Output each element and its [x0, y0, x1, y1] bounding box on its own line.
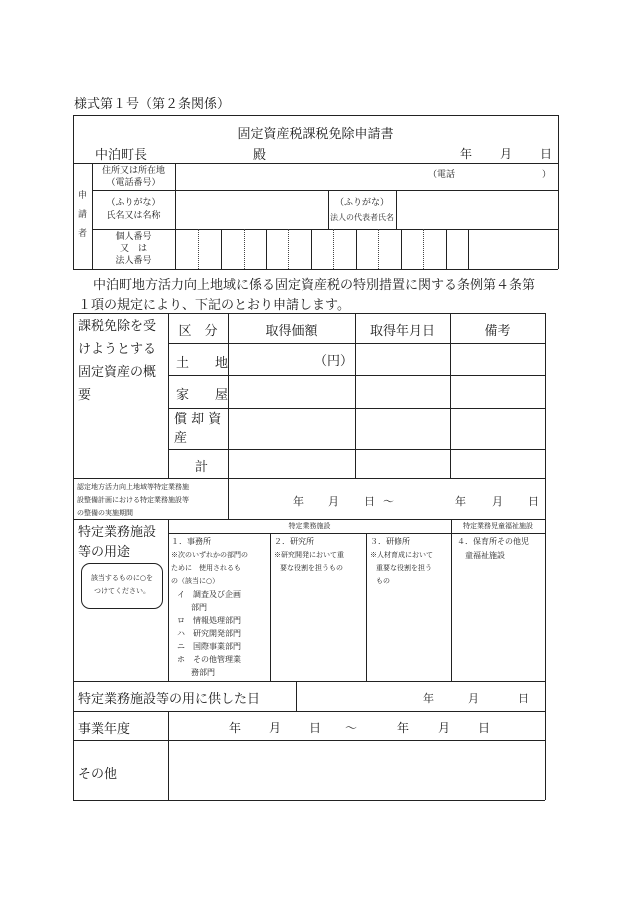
- plan-start-month: 月: [328, 495, 339, 508]
- office-sub-ho[interactable]: ホ その他管理業: [177, 655, 241, 664]
- service-year: 年: [423, 692, 434, 705]
- option-research-lab[interactable]: ２．研究所 ※研究開発において重 要な役割を担うもの: [274, 537, 344, 572]
- addressee: 中泊町長: [95, 148, 148, 163]
- header-category: 区 分: [178, 324, 218, 339]
- date-day: 日: [540, 147, 553, 161]
- assets-section-label: 課税免除を受 けようとする 固定資産の概 要: [78, 319, 157, 403]
- depreciable-remarks-field[interactable]: [451, 409, 544, 448]
- depreciable-price-field[interactable]: [229, 409, 354, 448]
- fy-end-year: 年: [397, 721, 410, 735]
- land-price-field[interactable]: [229, 344, 354, 374]
- group-header-childcare: 特定業務児童福祉施設: [463, 522, 533, 530]
- business-year-field[interactable]: [169, 712, 544, 739]
- representative-field[interactable]: [398, 191, 556, 228]
- header-remarks: 備考: [484, 324, 511, 339]
- fy-start-month: 月: [269, 721, 282, 735]
- option-office[interactable]: １．事務所 ※次のいずれかの部門の ために 使用されるも の（該当に○） イ 調査及び企画 部門 ロ 情報処理部門 ハ 研究開発部門 ニ 国際事業部門 ホ その他管理業 務部門: [171, 535, 269, 679]
- other-field[interactable]: [169, 741, 544, 799]
- service-month: 月: [468, 692, 479, 705]
- office-sub-ro[interactable]: ロ 情報処理部門: [177, 616, 241, 625]
- depreciable-date-field[interactable]: [356, 409, 449, 448]
- plan-end-day: 日: [528, 495, 539, 508]
- plan-period-label: 認定地方活力向上地域等特定業務施 設整備計画における特定業務施設等 の整備の実施期間: [77, 483, 189, 517]
- name-field[interactable]: [178, 191, 326, 228]
- total-remarks-field[interactable]: [451, 450, 544, 477]
- statement-line-2: １項の規定により、下記のとおり申請します。: [78, 298, 350, 313]
- plan-tilde: ～: [383, 495, 394, 508]
- total-date-field[interactable]: [356, 450, 449, 477]
- option-training-center[interactable]: ３．研修所 ※人材育成において 重要な役割を担う もの: [370, 537, 433, 585]
- office-sub-ha[interactable]: ハ 研究開発部門: [177, 629, 241, 638]
- row-depreciable: 償 却 資 産: [174, 412, 222, 446]
- building-date-field[interactable]: [356, 376, 449, 407]
- fy-end-day: 日: [478, 721, 491, 735]
- land-date-field[interactable]: [356, 344, 449, 374]
- individual-number-field[interactable]: [176, 230, 468, 268]
- representative-label: （ふりがな） 法人の代表者氏名: [330, 198, 394, 222]
- option-childcare[interactable]: ４．保育所その他児 童福祉施設: [457, 537, 529, 560]
- header-price: 取得価額: [265, 324, 318, 339]
- group-header-business-facility: 特定業務施設: [288, 522, 331, 530]
- office-sub-ni[interactable]: ニ 国際事業部門: [177, 642, 241, 651]
- statement-line-1: 中泊町地方活力向上地域に係る固定資産税の特別措置に関する条例第４条第: [93, 278, 536, 293]
- individual-number-label: 個人番号 又 は 法人番号: [115, 232, 152, 266]
- form-title: 固定資産税課税免除申請書: [237, 127, 394, 142]
- office-sub-i[interactable]: イ 調査及び企画: [177, 590, 241, 599]
- business-year-label: 事業年度: [78, 722, 131, 737]
- plan-start-day: 日: [364, 495, 375, 508]
- building-remarks-field[interactable]: [451, 376, 544, 407]
- price-unit: （円）: [314, 354, 354, 369]
- date-year: 年: [460, 147, 473, 161]
- form-number: 様式第１号（第２条関係）: [74, 97, 231, 112]
- phone-close: ）: [542, 170, 552, 180]
- land-remarks-field[interactable]: [451, 344, 544, 374]
- header-date: 取得年月日: [369, 324, 435, 339]
- row-total: 計: [195, 460, 209, 475]
- service-day: 日: [518, 692, 529, 705]
- row-building: 家 屋: [176, 388, 229, 403]
- fy-start-year: 年: [229, 721, 242, 735]
- applicant-label: 申 請 者: [77, 191, 87, 239]
- plan-end-month: 月: [492, 495, 503, 508]
- service-date-field[interactable]: [297, 682, 544, 710]
- other-label: その他: [78, 767, 118, 782]
- name-label: （ふりがな） 氏名又は名称: [106, 198, 161, 221]
- address-field[interactable]: [178, 164, 556, 190]
- plan-end-year: 年: [455, 495, 466, 508]
- plan-start-year: 年: [293, 495, 304, 508]
- date-month: 月: [500, 147, 513, 161]
- total-price-field[interactable]: [229, 450, 354, 477]
- facility-use-label: 特定業務施設 等の用途: [78, 525, 157, 560]
- fy-tilde: ～: [345, 721, 358, 735]
- honorific: 殿: [253, 148, 267, 163]
- fy-end-month: 月: [438, 721, 451, 735]
- service-date-label: 特定業務施設等の用に供した日: [78, 692, 261, 707]
- address-label: 住所又は所在地 （電話番号）: [101, 166, 165, 188]
- phone-open: （電話: [428, 170, 456, 180]
- row-land: 土 地: [176, 356, 229, 371]
- fy-start-day: 日: [309, 721, 322, 735]
- building-price-field[interactable]: [229, 376, 354, 407]
- facility-note: 該当するものに○を つけてください。: [90, 574, 154, 595]
